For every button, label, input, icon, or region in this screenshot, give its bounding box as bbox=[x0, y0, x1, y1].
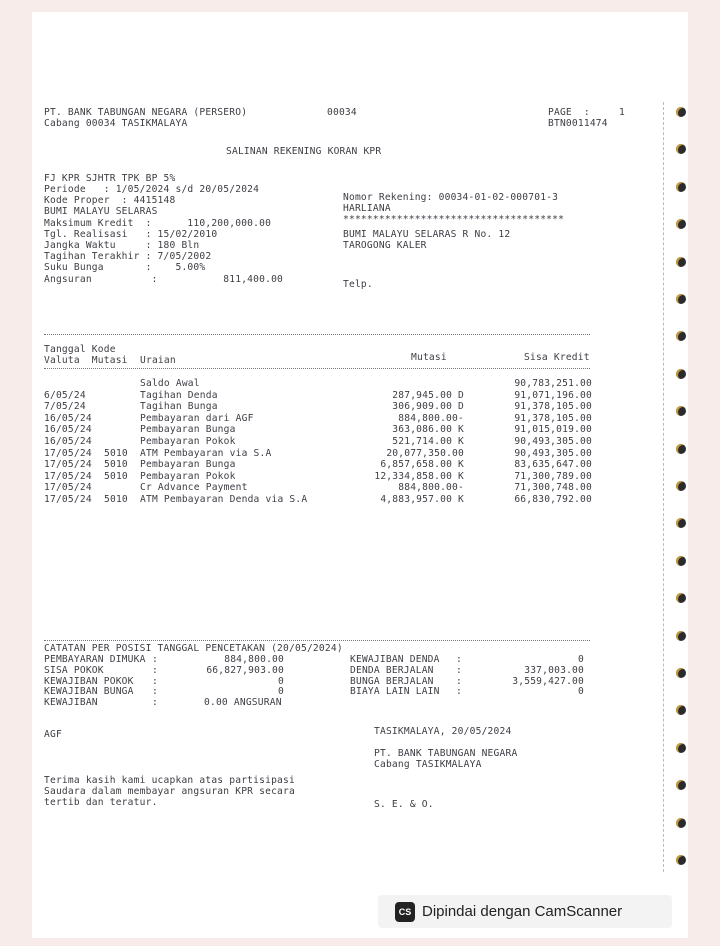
address-line-2: TAROGONG KALER bbox=[343, 240, 427, 251]
row-uraian: Pembayaran Bunga bbox=[140, 424, 236, 436]
catatan-right-colon: : bbox=[456, 686, 462, 698]
row-tanggal: 16/05/24 bbox=[44, 436, 92, 447]
row-uraian: Saldo Awal bbox=[140, 378, 200, 389]
row-sisa-kredit: 90,493,305.00 bbox=[514, 447, 592, 459]
catatan-left-label: KEWAJIBAN BUNGA bbox=[44, 686, 134, 698]
row-mutasi: 4,883,957.00 K bbox=[380, 494, 464, 505]
row-tanggal: 17/05/24 bbox=[44, 459, 92, 471]
row-mutasi: 6,857,658.00 K bbox=[380, 459, 464, 471]
camscanner-icon: CS bbox=[395, 902, 415, 922]
row-uraian: Cr Advance Payment bbox=[140, 482, 248, 494]
row-sisa-kredit: 71,300,748.00 bbox=[514, 482, 592, 494]
catatan-right-label: BUNGA BERJALAN bbox=[350, 675, 434, 687]
feed-hole bbox=[676, 481, 686, 491]
catatan-left-label: SISA POKOK bbox=[44, 664, 104, 676]
catatan-right-value: 3,559,427.00 bbox=[512, 675, 584, 687]
product-name: FJ KPR SJHTR TPK BP 5% bbox=[44, 173, 176, 184]
nomor-rekening: Nomor Rekening: 00034-01-02-000701-3 bbox=[343, 192, 559, 203]
row-sisa-kredit: 90,783,251.00 bbox=[514, 378, 592, 389]
catatan-left-colon: : bbox=[152, 697, 158, 709]
catatan-title: CATATAN PER POSISI TANGGAL PENCETAKAN (20/05/2024) bbox=[44, 643, 343, 654]
branch-name: Cabang 00034 TASIKMALAYA bbox=[44, 118, 188, 129]
document-title: SALINAN REKENING KORAN KPR bbox=[226, 146, 382, 157]
seo-note: S. E. & O. bbox=[374, 799, 434, 810]
property-name: BUMI MALAYU SELARAS bbox=[44, 206, 158, 217]
kode-proper: Kode Proper : 4415148 bbox=[44, 195, 176, 206]
camscanner-text: Dipindai dengan CamScanner bbox=[422, 903, 623, 920]
page-number: 1 bbox=[619, 107, 625, 118]
catatan-left-colon: : bbox=[152, 675, 158, 687]
maksimum-kredit: Maksimum Kredit : 110,200,000.00 bbox=[44, 218, 272, 229]
catatan-right-value: 0 bbox=[578, 686, 584, 698]
catatan-right-colon: : bbox=[456, 654, 462, 665]
row-mutasi: 12,334,858.00 K bbox=[374, 470, 464, 482]
row-sisa-kredit: 71,300,789.00 bbox=[514, 470, 592, 482]
statement-page bbox=[32, 12, 688, 938]
catatan-left-value: 66,827,903.00 bbox=[206, 664, 284, 676]
reference-code: BTN0011474 bbox=[548, 118, 608, 129]
col-header-sisa-kredit: Sisa Kredit bbox=[524, 352, 590, 363]
row-mutasi: 20,077,350.00 bbox=[386, 447, 464, 459]
row-mutasi: 287,945.00 D bbox=[392, 389, 464, 401]
feed-hole bbox=[676, 855, 686, 865]
holder-name: HARLIANA bbox=[343, 203, 391, 214]
branch-code: 00034 bbox=[327, 107, 357, 118]
row-tanggal: 7/05/24 bbox=[44, 401, 86, 413]
thanks-line-3: tertib dan teratur. bbox=[44, 797, 158, 808]
camscanner-watermark bbox=[378, 895, 672, 928]
catatan-right-value: 337,003.00 bbox=[524, 664, 584, 676]
feed-hole bbox=[676, 257, 686, 267]
thanks-line-2: Saudara dalam membayar angsuran KPR secara bbox=[44, 786, 295, 797]
row-kode: 5010 bbox=[104, 447, 128, 459]
catatan-left-colon: : bbox=[152, 664, 158, 676]
feed-hole bbox=[676, 107, 686, 117]
row-mutasi: 306,909.00 D bbox=[392, 401, 464, 413]
col-header-valuta: Valuta Mutasi bbox=[44, 355, 128, 366]
row-tanggal: 17/05/24 bbox=[44, 482, 92, 494]
place-date: TASIKMALAYA, 20/05/2024 bbox=[374, 726, 512, 737]
address-line-1: BUMI MALAYU SELARAS R No. 12 bbox=[343, 229, 511, 240]
catatan-right-label: KEWAJIBAN DENDA bbox=[350, 654, 440, 665]
col-header-uraian: Uraian bbox=[140, 355, 176, 366]
row-mutasi: 521,714.00 K bbox=[392, 436, 464, 447]
row-uraian: Pembayaran Bunga bbox=[140, 459, 236, 471]
feed-hole bbox=[676, 818, 686, 828]
catatan-left-label: KEWAJIBAN bbox=[44, 697, 98, 709]
row-uraian: ATM Pembayaran Denda via S.A bbox=[140, 494, 308, 505]
bank-name: PT. BANK TABUNGAN NEGARA (PERSERO) bbox=[44, 107, 248, 118]
tagihan-terakhir: Tagihan Terakhir : 7/05/2002 bbox=[44, 251, 212, 262]
feed-hole bbox=[676, 743, 686, 753]
row-sisa-kredit: 90,493,305.00 bbox=[514, 436, 592, 447]
perforation-line bbox=[663, 102, 664, 872]
signatory-bank: PT. BANK TABUNGAN NEGARA bbox=[374, 748, 518, 759]
jangka-waktu: Jangka Waktu : 180 Bln bbox=[44, 240, 200, 251]
catatan-left-value: 884,800.00 bbox=[224, 654, 284, 665]
row-uraian: Pembayaran Pokok bbox=[140, 470, 236, 482]
row-tanggal: 6/05/24 bbox=[44, 389, 86, 401]
row-kode: 5010 bbox=[104, 470, 128, 482]
agf-label: AGF bbox=[44, 729, 62, 740]
catatan-left-label: KEWAJIBAN POKOK bbox=[44, 675, 134, 687]
feed-hole bbox=[676, 182, 686, 192]
row-uraian: Tagihan Bunga bbox=[140, 401, 218, 413]
row-tanggal: 16/05/24 bbox=[44, 412, 92, 424]
table-top-rule bbox=[44, 334, 590, 335]
row-kode: 5010 bbox=[104, 459, 128, 471]
row-mutasi: 884,800.00- bbox=[398, 482, 464, 494]
row-tanggal: 17/05/24 bbox=[44, 470, 92, 482]
angsuran: Angsuran : 811,400.00 bbox=[44, 274, 284, 285]
tgl-realisasi: Tgl. Realisasi : 15/02/2010 bbox=[44, 229, 218, 240]
feed-hole bbox=[676, 369, 686, 379]
catatan-left-value: 0 bbox=[278, 686, 284, 698]
feed-hole bbox=[676, 631, 686, 641]
telp-label: Telp. bbox=[343, 279, 373, 290]
row-sisa-kredit: 83,635,647.00 bbox=[514, 459, 592, 471]
row-sisa-kredit: 91,378,105.00 bbox=[514, 412, 592, 424]
feed-hole bbox=[676, 668, 686, 678]
catatan-left-value: 0 bbox=[278, 675, 284, 687]
periode: Periode : 1/05/2024 s/d 20/05/2024 bbox=[44, 184, 260, 195]
catatan-right-label: BIAYA LAIN LAIN bbox=[350, 686, 440, 698]
header-rule bbox=[44, 368, 590, 369]
row-uraian: Pembayaran Pokok bbox=[140, 436, 236, 447]
separator-stars: ************************************* bbox=[343, 214, 565, 225]
catatan-left-label: PEMBAYARAN DIMUKA bbox=[44, 654, 146, 665]
row-uraian: Tagihan Denda bbox=[140, 389, 218, 401]
thanks-line-1: Terima kasih kami ucapkan atas partisipasi bbox=[44, 775, 295, 786]
row-tanggal: 16/05/24 bbox=[44, 424, 92, 436]
row-mutasi: 884,800.00- bbox=[398, 412, 464, 424]
row-tanggal: 17/05/24 bbox=[44, 447, 92, 459]
catatan-left-colon: : bbox=[152, 686, 158, 698]
catatan-right-label: DENDA BERJALAN bbox=[350, 664, 434, 676]
row-sisa-kredit: 91,378,105.00 bbox=[514, 401, 592, 413]
row-tanggal: 17/05/24 bbox=[44, 494, 92, 505]
catatan-right-colon: : bbox=[456, 664, 462, 676]
catatan-left-value: 0.00 ANGSURAN bbox=[204, 697, 282, 709]
row-sisa-kredit: 91,071,196.00 bbox=[514, 389, 592, 401]
catatan-left-colon: : bbox=[152, 654, 158, 665]
col-header-mutasi: Mutasi bbox=[411, 352, 447, 363]
catatan-rule bbox=[44, 640, 590, 641]
catatan-right-colon: : bbox=[456, 675, 462, 687]
row-mutasi: 363,086.00 K bbox=[392, 424, 464, 436]
feed-hole bbox=[676, 556, 686, 566]
feed-hole bbox=[676, 294, 686, 304]
row-uraian: Pembayaran dari AGF bbox=[140, 412, 254, 424]
suku-bunga: Suku Bunga : 5.00% bbox=[44, 262, 206, 273]
row-sisa-kredit: 66,830,792.00 bbox=[514, 494, 592, 505]
feed-hole bbox=[676, 444, 686, 454]
col-header-tanggal: Tanggal Kode bbox=[44, 344, 116, 355]
row-sisa-kredit: 91,015,019.00 bbox=[514, 424, 592, 436]
row-uraian: ATM Pembayaran via S.A bbox=[140, 447, 272, 459]
page-label: PAGE : bbox=[548, 107, 590, 118]
signatory-branch: Cabang TASIKMALAYA bbox=[374, 759, 482, 770]
catatan-right-value: 0 bbox=[578, 654, 584, 665]
row-kode: 5010 bbox=[104, 494, 128, 505]
